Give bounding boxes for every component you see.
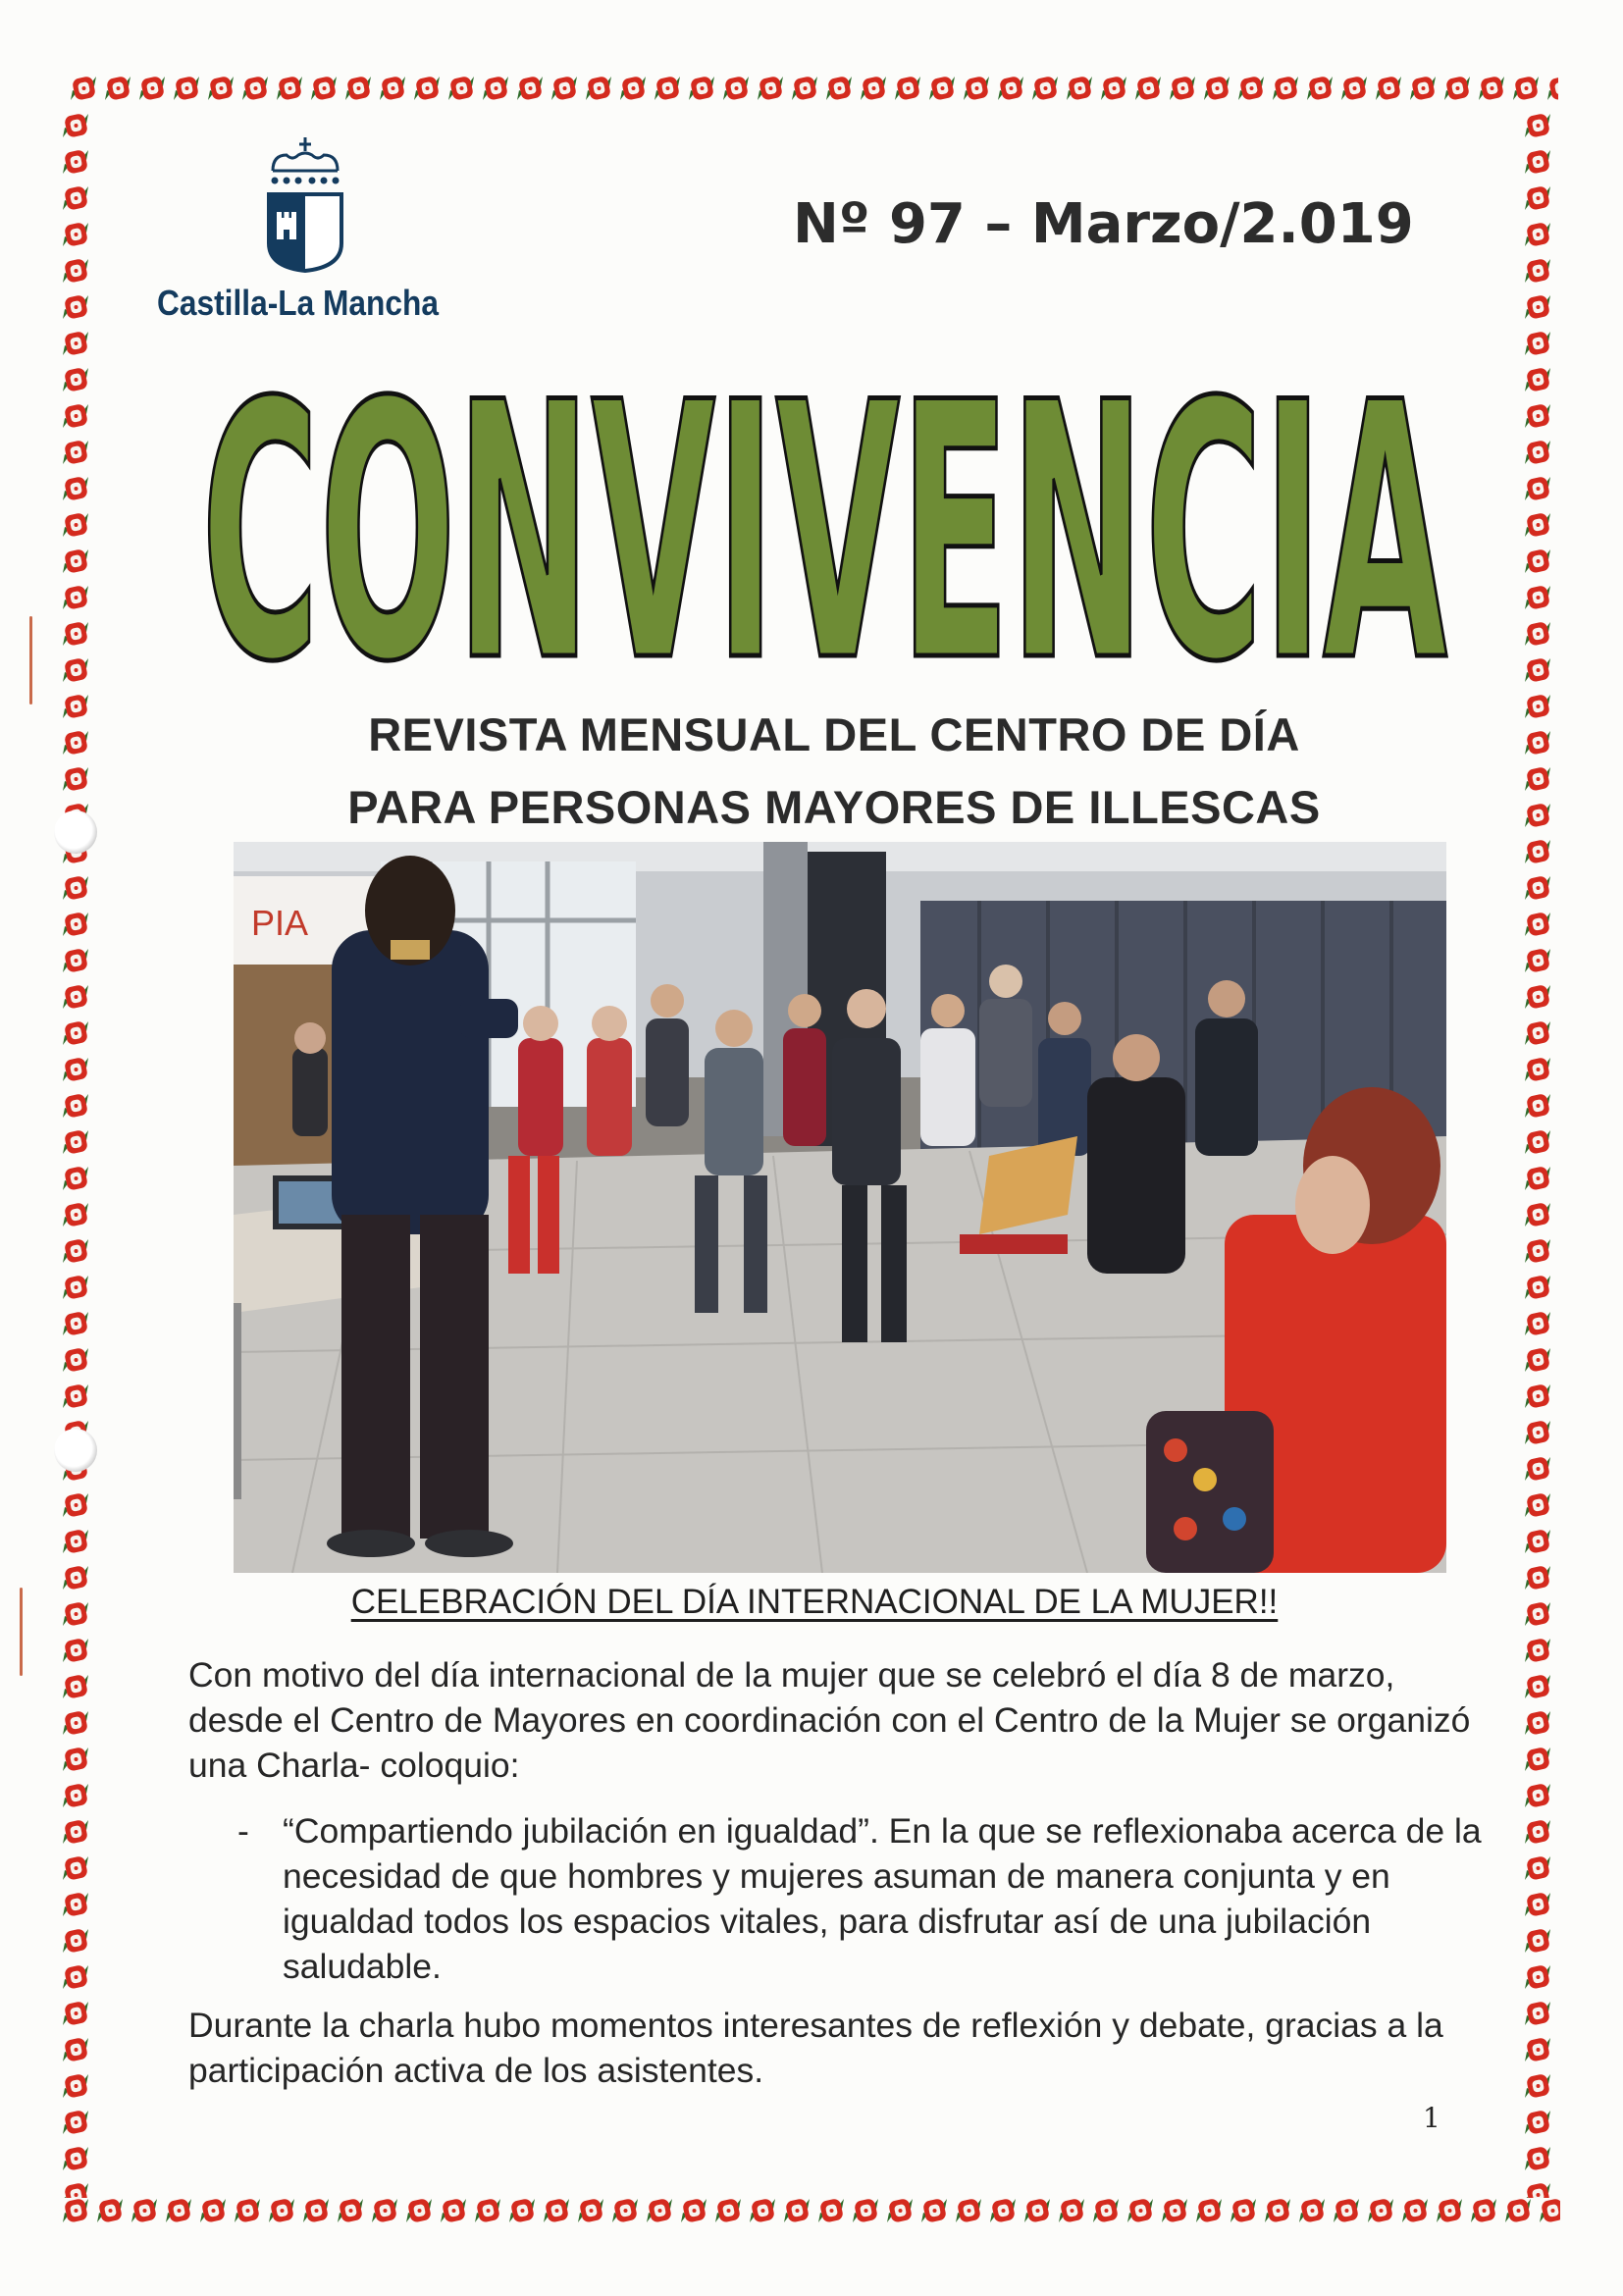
logo-text: Castilla-La Mancha: [157, 283, 439, 323]
flower-icon: [59, 2193, 92, 2228]
flower-icon: [59, 979, 92, 1015]
flower-icon: [59, 761, 92, 797]
flower-icon: [59, 2177, 92, 2198]
flower-icon: [1521, 725, 1554, 760]
page-number: 1: [1423, 2102, 1440, 2134]
flower-icon: [59, 1524, 92, 1559]
event-photo-illustration: [234, 842, 1446, 1573]
flower-icon: [1521, 1379, 1554, 1414]
flower-icon: [1166, 71, 1199, 106]
flower-icon: [1521, 1633, 1554, 1668]
flower-icon: [162, 2193, 195, 2228]
flower-icon: [1097, 71, 1130, 106]
flower-icon: [1521, 507, 1554, 543]
flower-icon: [273, 71, 306, 106]
subtitle-line-1: REVISTA MENSUAL DEL CENTRO DE DÍA: [368, 708, 1300, 760]
flower-icon: [1521, 1705, 1554, 1741]
flower-icon: [67, 71, 100, 106]
flower-icon: [582, 71, 615, 106]
flower-icon: [1364, 2193, 1397, 2228]
flower-icon: [59, 217, 92, 252]
flower-border-right: [1521, 108, 1558, 2198]
staple-top: [29, 616, 32, 704]
flower-icon: [1521, 761, 1554, 797]
flower-icon: [1303, 71, 1336, 106]
flower-icon: [1406, 71, 1440, 106]
flower-icon: [1124, 2193, 1157, 2228]
flower-icon: [574, 2193, 607, 2228]
flower-icon: [685, 71, 718, 106]
flower-border-left: [59, 108, 96, 2198]
flower-icon: [410, 71, 444, 106]
flower-icon: [788, 71, 821, 106]
flower-icon: [1544, 71, 1558, 106]
flower-icon: [59, 1487, 92, 1523]
flower-icon: [59, 1633, 92, 1668]
flower-icon: [59, 2141, 92, 2176]
flower-icon: [59, 580, 92, 615]
flower-icon: [59, 144, 92, 180]
flower-icon: [59, 1233, 92, 1269]
flower-icon: [1521, 1233, 1554, 1269]
flower-icon: [59, 1088, 92, 1123]
flower-icon: [1131, 71, 1165, 106]
flower-icon: [643, 2193, 676, 2228]
flower-icon: [1521, 253, 1554, 288]
flower-icon: [1521, 1487, 1554, 1523]
flower-icon: [135, 71, 169, 106]
flower-icon: [917, 2193, 951, 2228]
flower-icon: [814, 2193, 848, 2228]
event-photo: [234, 842, 1446, 1573]
flower-icon: [1521, 144, 1554, 180]
masthead-title: [186, 343, 1462, 697]
flower-icon: [651, 71, 684, 106]
flower-icon: [1521, 1778, 1554, 1813]
flower-icon: [59, 1342, 92, 1378]
flower-icon: [891, 71, 924, 106]
article-headline: CELEBRACIÓN DEL DÍA INTERNACIONAL DE LA MUJER!!: [350, 1583, 1279, 1621]
flower-icon: [1055, 2193, 1088, 2228]
flower-icon: [59, 326, 92, 361]
flower-icon: [1521, 1814, 1554, 1850]
article-closing: Durante la charla hubo momentos interesantes de reflexión y debate, gracias a la participación activa de los asistentes.: [188, 2006, 1443, 2090]
flower-icon: [1158, 2193, 1191, 2228]
flower-icon: [59, 689, 92, 724]
flower-icon: [1521, 1851, 1554, 1886]
subtitle-line-2: PARA PERSONAS MAYORES DE ILLESCAS: [347, 781, 1321, 833]
flower-icon: [59, 435, 92, 470]
flower-icon: [59, 1887, 92, 1922]
flower-icon: [857, 71, 890, 106]
flower-icon: [1521, 1560, 1554, 1595]
flower-icon: [1440, 71, 1474, 106]
flower-icon: [1269, 71, 1302, 106]
article-bullet: [237, 1808, 1484, 1989]
flower-icon: [754, 71, 787, 106]
flower-icon: [1509, 71, 1543, 106]
flower-icon: [986, 2193, 1020, 2228]
flower-icon: [59, 943, 92, 978]
flower-icon: [1521, 398, 1554, 434]
flower-icon: [1521, 289, 1554, 325]
flower-icon: [1521, 1923, 1554, 1958]
flower-icon: [334, 2193, 367, 2228]
flower-icon: [231, 2193, 264, 2228]
flower-icon: [746, 2193, 779, 2228]
flower-icon: [128, 2193, 161, 2228]
flower-icon: [59, 1197, 92, 1232]
flower-icon: [59, 1379, 92, 1414]
flower-icon: [59, 507, 92, 543]
issue-number-date: Nº 97 – Marzo/2.019: [793, 192, 1414, 256]
flower-icon: [59, 1814, 92, 1850]
flower-icon: [59, 616, 92, 652]
flower-icon: [59, 1306, 92, 1341]
flower-icon: [719, 71, 753, 106]
flower-icon: [368, 2193, 401, 2228]
flower-icon: [513, 71, 547, 106]
flower-icon: [59, 1052, 92, 1087]
flower-icon: [479, 71, 512, 106]
flower-icon: [1521, 1124, 1554, 1160]
flower-icon: [471, 2193, 504, 2228]
flower-icon: [1521, 1342, 1554, 1378]
flower-icon: [376, 71, 409, 106]
flower-icon: [1521, 1451, 1554, 1487]
flower-icon: [59, 2105, 92, 2140]
flower-icon: [1467, 2193, 1500, 2228]
bullet-marker: -: [237, 1811, 249, 1851]
flower-icon: [1521, 362, 1554, 397]
flower-icon: [1521, 1596, 1554, 1632]
flower-icon: [402, 2193, 436, 2228]
flower-icon: [1501, 2193, 1535, 2228]
flower-icon: [1521, 2141, 1554, 2176]
flower-icon: [1521, 1306, 1554, 1341]
flower-icon: [1521, 1088, 1554, 1123]
flower-icon: [1475, 71, 1508, 106]
flower-icon: [883, 2193, 916, 2228]
flower-icon: [505, 2193, 539, 2228]
flower-icon: [540, 2193, 573, 2228]
wall-sign-text: PIA: [251, 903, 309, 943]
flower-icon: [1521, 870, 1554, 906]
flower-icon: [238, 71, 272, 106]
flower-icon: [59, 1851, 92, 1886]
flower-icon: [1521, 544, 1554, 579]
flower-icon: [59, 2068, 92, 2104]
flower-icon: [299, 2193, 333, 2228]
flower-icon: [59, 1959, 92, 1995]
flower-icon: [1234, 71, 1268, 106]
flower-icon: [1521, 943, 1554, 978]
flower-icon: [59, 108, 92, 143]
flower-icon: [849, 2193, 882, 2228]
flower-icon: [1372, 71, 1405, 106]
flower-icon: [1192, 2193, 1226, 2228]
flower-icon: [59, 652, 92, 688]
flower-icon: [1227, 2193, 1260, 2228]
flower-icon: [1521, 1959, 1554, 1995]
flower-icon: [1521, 1742, 1554, 1777]
punch-hole-upper: [54, 810, 97, 854]
flower-icon: [265, 2193, 298, 2228]
flower-icon: [1521, 2068, 1554, 2104]
flower-icon: [307, 71, 340, 106]
bullet-text: “Compartiendo jubilación en igualdad”. En la que se reflexionaba acerca de la necesidad de que hombres y mujeres asuman de manera conjunta y en igualdad todos los espacios vitales, para disfrutar así de una jubilación saludable.: [283, 1811, 1482, 1986]
flower-icon: [1521, 2032, 1554, 2067]
flower-icon: [59, 362, 92, 397]
flower-icon: [1521, 1197, 1554, 1232]
flower-icon: [1089, 2193, 1123, 2228]
coat-of-arms-icon: [263, 137, 347, 275]
flower-icon: [93, 2193, 127, 2228]
flower-icon: [780, 2193, 813, 2228]
flower-icon: [1521, 1996, 1554, 2031]
flower-icon: [1521, 689, 1554, 724]
flower-icon: [548, 71, 581, 106]
flower-icon: [59, 2032, 92, 2067]
flower-icon: [1521, 652, 1554, 688]
flower-icon: [1521, 1161, 1554, 1196]
flower-icon: [1521, 2105, 1554, 2140]
flower-icon: [59, 1705, 92, 1741]
flower-icon: [1521, 907, 1554, 942]
flower-icon: [445, 71, 478, 106]
flower-icon: [960, 71, 993, 106]
flower-icon: [59, 1996, 92, 2031]
flower-icon: [677, 2193, 710, 2228]
flower-icon: [59, 1124, 92, 1160]
flower-icon: [59, 544, 92, 579]
flower-icon: [59, 725, 92, 760]
flower-icon: [1536, 2193, 1560, 2228]
flower-icon: [1521, 1669, 1554, 1704]
flower-icon: [1398, 2193, 1432, 2228]
flower-icon: [1521, 1524, 1554, 1559]
flower-border-top: [67, 71, 1558, 108]
flower-icon: [1521, 798, 1554, 833]
flower-icon: [59, 870, 92, 906]
flower-icon: [1521, 217, 1554, 252]
flower-icon: [101, 71, 134, 106]
flower-icon: [59, 1270, 92, 1305]
article-intro: Con motivo del día internacional de la mujer que se celebró el día 8 de marzo, desde el Centro de Mayores en coordinación con el Centro de la Mujer se organizó una Charla- coloquio:: [188, 1655, 1471, 1785]
flower-icon: [1521, 1887, 1554, 1922]
flower-icon: [1295, 2193, 1329, 2228]
flower-icon: [1521, 471, 1554, 506]
flower-icon: [925, 71, 959, 106]
masthead-title-text: CONVIVENCIA: [201, 343, 1449, 697]
flower-icon: [1521, 1016, 1554, 1051]
staple-bottom: [20, 1588, 23, 1676]
flower-icon: [59, 1560, 92, 1595]
flower-icon: [1521, 834, 1554, 869]
flower-icon: [59, 1923, 92, 1958]
flower-icon: [1521, 326, 1554, 361]
flower-icon: [59, 181, 92, 216]
flower-icon: [59, 289, 92, 325]
flower-icon: [59, 1742, 92, 1777]
flower-icon: [1521, 1052, 1554, 1087]
flower-icon: [822, 71, 856, 106]
flower-icon: [711, 2193, 745, 2228]
flower-icon: [1521, 1270, 1554, 1305]
flower-icon: [1521, 979, 1554, 1015]
flower-icon: [59, 1596, 92, 1632]
flower-icon: [1521, 580, 1554, 615]
flower-icon: [59, 471, 92, 506]
flower-icon: [994, 71, 1027, 106]
flower-icon: [1028, 71, 1062, 106]
flower-icon: [1021, 2193, 1054, 2228]
flower-icon: [1521, 435, 1554, 470]
flower-icon: [59, 1778, 92, 1813]
flower-icon: [1337, 71, 1371, 106]
flower-icon: [1521, 2177, 1554, 2198]
flower-icon: [616, 71, 650, 106]
flower-icon: [1521, 616, 1554, 652]
flower-icon: [59, 907, 92, 942]
flower-icon: [1521, 108, 1554, 143]
magazine-subtitle: [147, 699, 1521, 844]
flower-icon: [59, 1161, 92, 1196]
flower-border-bottom: [59, 2193, 1560, 2230]
flower-icon: [59, 253, 92, 288]
flower-icon: [170, 71, 203, 106]
flower-icon: [59, 1016, 92, 1051]
flower-icon: [204, 71, 237, 106]
flower-icon: [59, 1669, 92, 1704]
flower-icon: [341, 71, 375, 106]
flower-icon: [1063, 71, 1096, 106]
flower-icon: [1330, 2193, 1363, 2228]
flower-icon: [952, 2193, 985, 2228]
flower-icon: [1521, 1415, 1554, 1450]
flower-icon: [59, 398, 92, 434]
flower-icon: [608, 2193, 642, 2228]
flower-icon: [437, 2193, 470, 2228]
flower-icon: [1200, 71, 1233, 106]
punch-hole-lower: [54, 1429, 97, 1472]
flower-icon: [196, 2193, 230, 2228]
flower-icon: [1521, 181, 1554, 216]
flower-icon: [1261, 2193, 1294, 2228]
flower-icon: [1433, 2193, 1466, 2228]
